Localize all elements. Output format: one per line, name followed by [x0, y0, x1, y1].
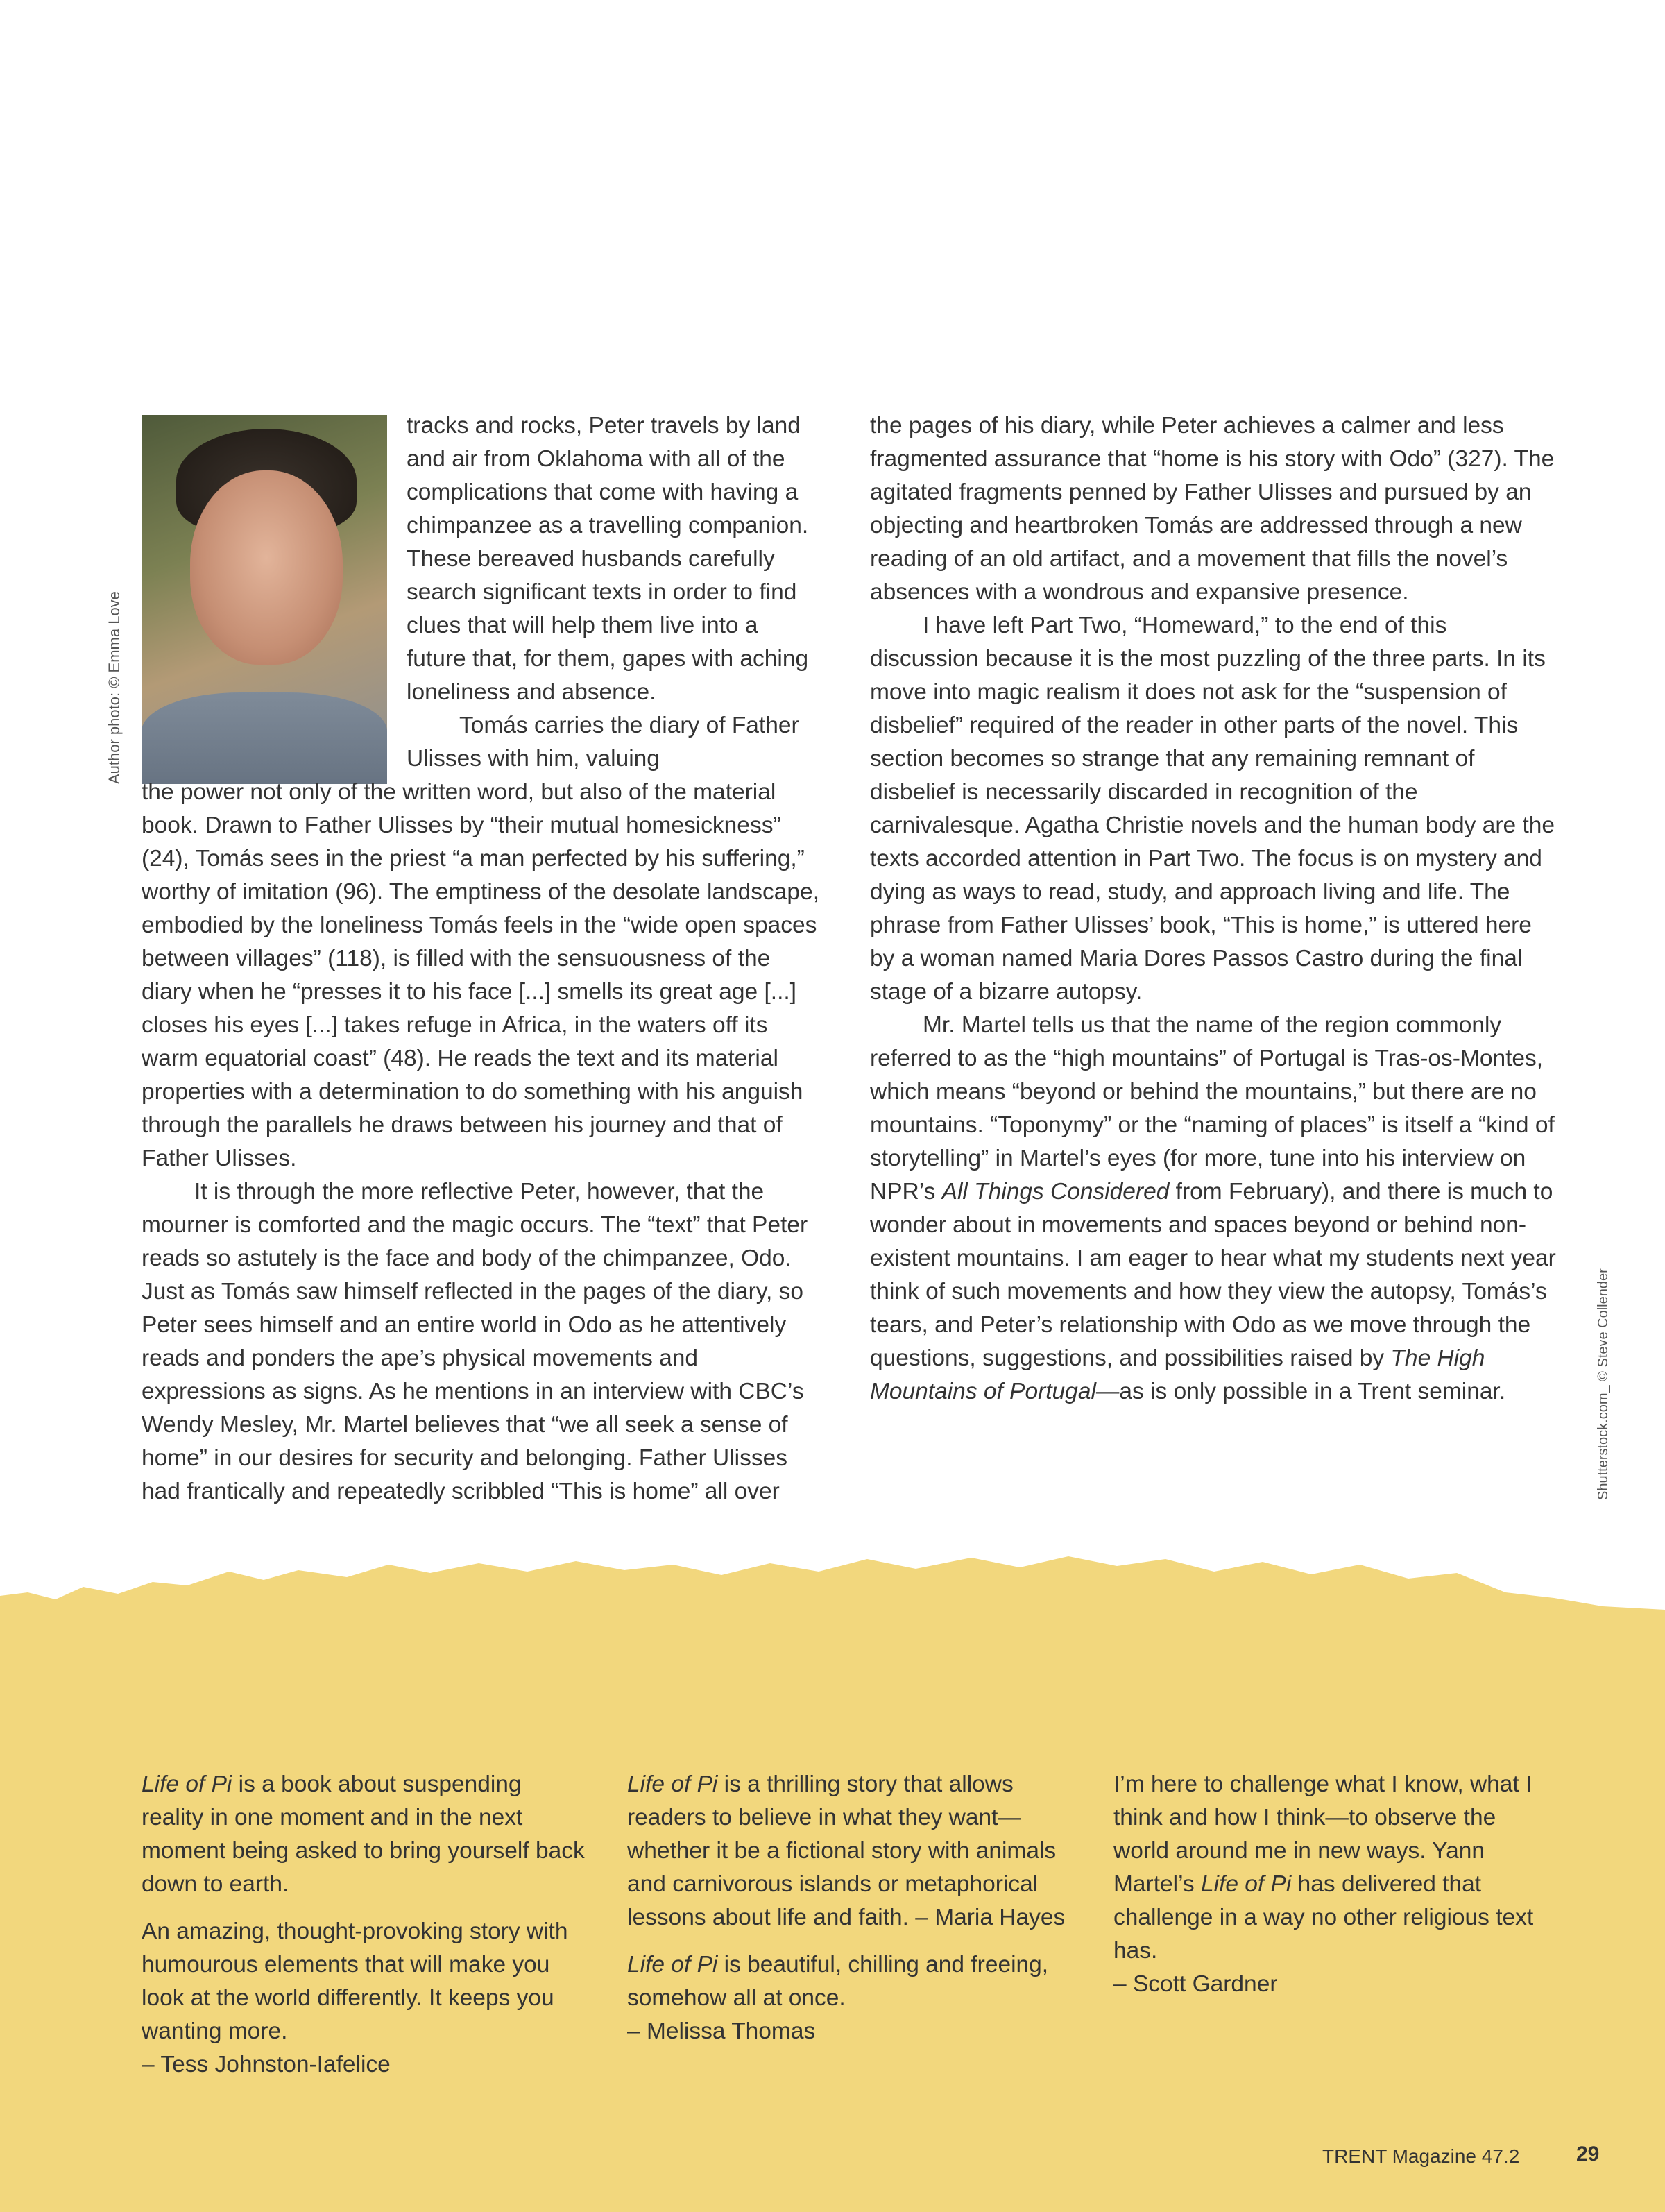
right-p3-italic-2: The High Mountains of Portugal	[870, 1345, 1485, 1404]
right-paragraph-2: I have left Part Two, “Homeward,” to the end of this discussion because it is the most puzzling of the three parts. In its move into magic realism it does not ask for the “suspension of disbelief” required of the reader in other parts of the novel. This section becomes so strange that any remaining remnant of disbelief is necessarily discarded in recognition of the carnivalesque. Agatha Christie novels and the human body are the texts accorded attention in Part Two. The focus is on mystery and dying as ways to read, study, and approach living and life. The phrase from Father Ulisses’ book, “This is home,” is uttered here by a woman named Maria Dores Passos Castro during the final stage of a bizarre autopsy.	[870, 613, 1555, 1005]
quote-3-author: – Scott Gardner	[1113, 1971, 1278, 1997]
right-p3-text-a: Mr. Martel tells us that the name of the region commonly referred to as the “high mountains” of Portugal is Tras-os-Montes, which means “beyond or behind the mountains,” but there are no mountains. “Toponymy” or the “naming of places” is itself a “kind of storytelling” in Martel’s eyes (for more, tune into his interview on NPR’s	[870, 1012, 1555, 1205]
right-column	[870, 409, 1557, 1409]
torn-edge-shape	[0, 1544, 1665, 1620]
quote-3-text-b: has delivered that challenge in a way no other religious text has.	[1113, 1871, 1534, 1964]
wrap-paragraph: tracks and rocks, Peter travels by land and air from Oklahoma with all of the complications that come with having a chimpanzee as a travelling companion. These bereaved husbands carefully search significant texts in order to find clues that will help them live into a future that, for them, gapes with aching loneliness and absence.	[407, 413, 809, 705]
quote-1-para-1	[142, 1768, 586, 1901]
photo-face	[190, 470, 343, 665]
quote-2-para-1	[627, 1768, 1071, 1934]
quote-2-para-2	[627, 1948, 1071, 2048]
right-p3-italic-1: All Things Considered	[941, 1179, 1170, 1205]
quote-3-text-a: I’m here to challenge what I know, what I think and how I think—to observe the world around me in new ways. Yann Martel’s	[1113, 1771, 1532, 1897]
author-photo	[142, 415, 387, 784]
quote-2b-text: is beautiful, chilling and freeing, somehow all at once.	[627, 1952, 1049, 2011]
quote-1-author: – Tess Johnston-Iafelice	[142, 2052, 391, 2077]
page-number: 29	[1576, 2143, 1600, 2166]
photo-shirt	[142, 692, 387, 784]
right-paragraph-1: the pages of his diary, while Peter achieves a calmer and less fragmented assurance that “home is his story with Odo” (327). The agitated fragments penned by Father Ulisses and pursued by an objecting and heartbroken Tomás are addressed through a new reading of an old artifact, and a movement that fills the novel’s absences with a wondrous and expansive presence.	[870, 413, 1555, 605]
quote-2	[627, 1768, 1071, 2062]
quote-3	[1113, 1768, 1557, 2015]
right-p3-text-c: —as is only possible in a Trent seminar.	[1095, 1379, 1506, 1404]
quote-1-text: is a book about suspending reality in one moment and in the next moment being asked to bring yourself back down to earth.	[142, 1771, 585, 1897]
right-paragraph-3	[870, 1009, 1557, 1409]
quote-3-para-1	[1113, 1768, 1557, 2001]
quote-1-para-2	[142, 1915, 586, 2082]
left-paragraph-2: It is through the more reflective Peter, however, that the mourner is comforted and the magic occurs. The “text” that Peter reads so astutely is the face and body of the chimpanzee, Odo. Just as Tomás saw himself reflected in the pages of the diary, so Peter sees himself and an entire world in Odo as he attentively reads and ponders the ape’s physical movements and expressions as signs. As he mentions in an interview with CBC’s Wendy Mesley, Mr. Martel believes that “we all seek a sense of home” in our desires for security and belonging. Father Ulisses had frantically and repeatedly scribbled “This is home” all over	[142, 1179, 808, 1504]
left-column	[142, 776, 821, 1508]
right-p3-text-b: from February), and there is much to wonder about in movements and spaces beyond or behind non-existent mountains. I am eager to hear what my students next year think of such movements and how they view the autopsy, Tomás’s tears, and Peter’s relationship with Odo as we move through the questions, suggestions, and possibilities raised by	[870, 1179, 1556, 1371]
quote-2b-title: Life of Pi	[627, 1952, 718, 1977]
quote-1	[142, 1768, 586, 2095]
quote-1-text-2: An amazing, thought-provoking story with humourous elements that will make you look at the world differently. It keeps you wanting more.	[142, 1919, 568, 2044]
quote-2-title: Life of Pi	[627, 1771, 718, 1797]
art-credit: Shutterstock.com_ © Steve Collender	[1596, 1268, 1611, 1500]
quote-2-text: is a thrilling story that allows readers to believe in what they want—whether it be a fictional story with animals and carnivorous islands or metaphorical lessons about life and faith. – Maria Hayes	[627, 1771, 1066, 1930]
photo-credit: Author photo: © Emma Love	[105, 591, 123, 784]
wrap-indent-paragraph: Tomás carries the diary of Father Ulisses with him, valuing	[407, 713, 799, 772]
quote-1-title: Life of Pi	[142, 1771, 232, 1797]
left-paragraph-1: the power not only of the written word, but also of the material book. Drawn to Father Ulisses by “their mutual homesickness” (24), Tomás sees in the priest “a man perfected by his suffering,” worthy of imitation (96). The emptiness of the desolate landscape, embodied by the loneliness Tomás feels in the “wide open spaces between villages” (118), is filled with the sensuousness of the diary when he “presses it to his face [...] smells its great age [...] closes his eyes [...] takes refuge in Africa, in the waters off its warm equatorial coast” (48). He reads the text and its material properties with a determination to do something with his anguish through the parallels he draws between his journey and that of Father Ulisses.	[142, 779, 819, 1171]
quote-3-title: Life of Pi	[1200, 1871, 1292, 1897]
quote-2-author: – Melissa Thomas	[627, 2018, 816, 2044]
wrap-column	[407, 409, 823, 776]
magazine-footer: TRENT Magazine 47.2	[1322, 2145, 1520, 2167]
